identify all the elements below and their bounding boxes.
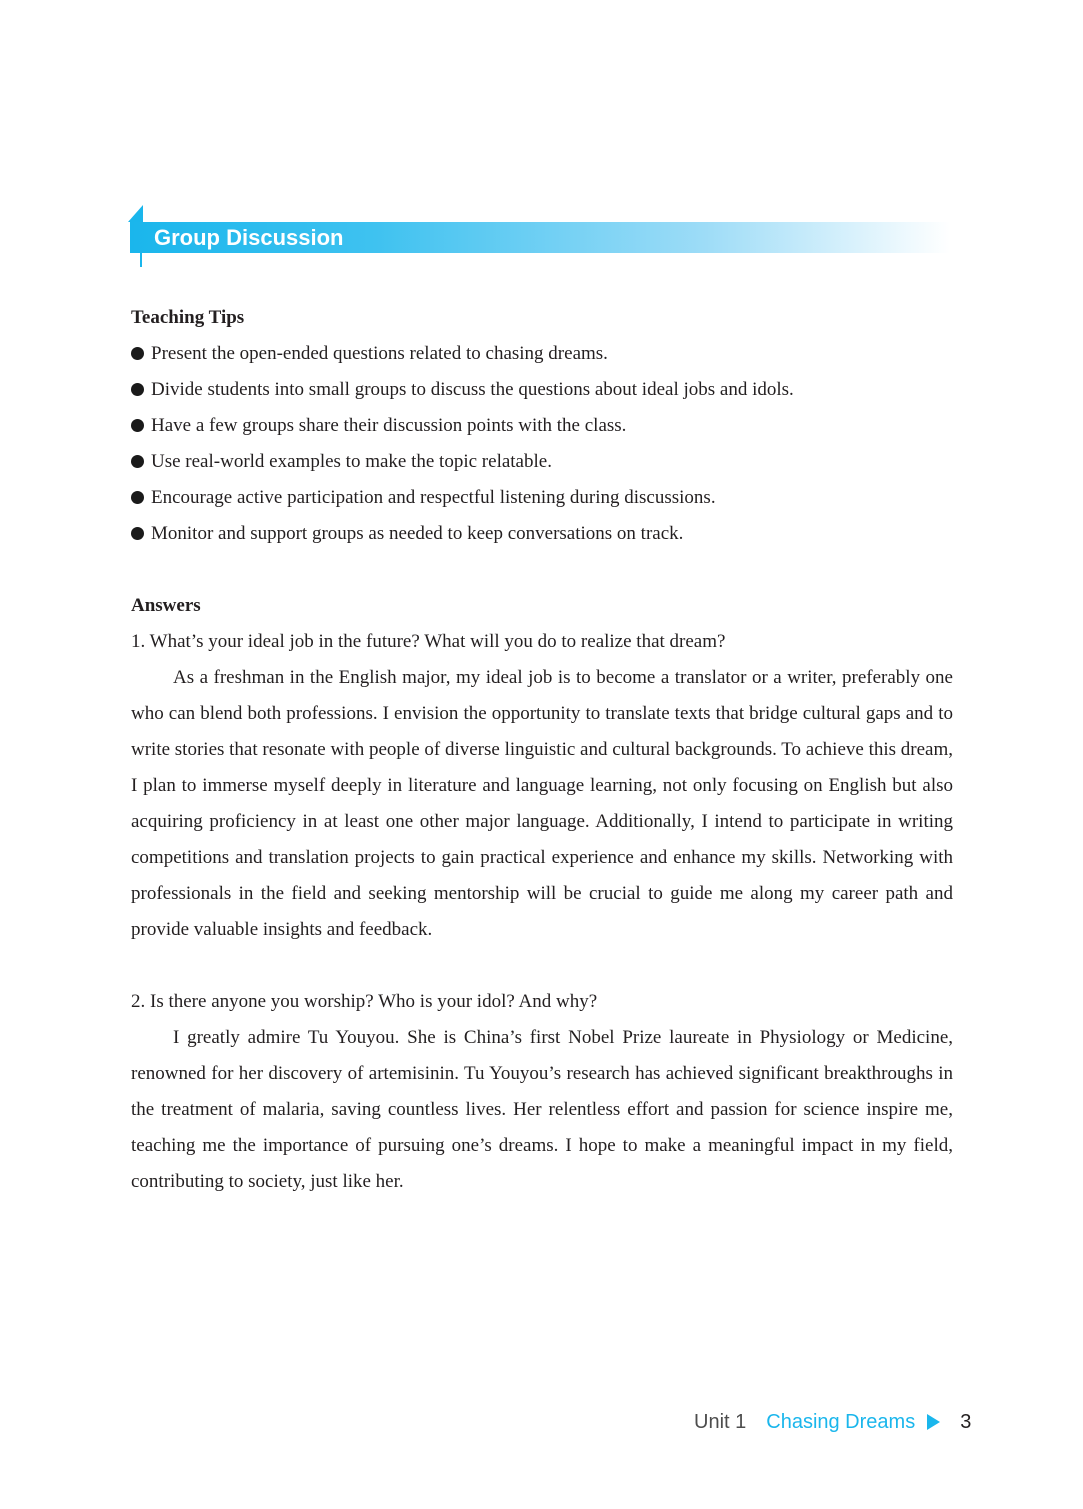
tip-text: Encourage active participation and respectful listening during discussions. xyxy=(151,487,716,508)
footer-unit: Unit 1 xyxy=(694,1411,747,1433)
bullet-icon xyxy=(131,455,144,468)
play-arrow-icon xyxy=(927,1414,940,1430)
list-item xyxy=(131,516,953,552)
page-number: 3 xyxy=(960,1411,972,1433)
answers-heading: Answers xyxy=(131,595,201,616)
section-title: Group Discussion xyxy=(154,225,344,250)
bullet-icon xyxy=(131,419,144,432)
bullet-icon xyxy=(131,527,144,540)
list-item xyxy=(131,372,953,408)
section-header xyxy=(128,205,958,269)
tip-text: Have a few groups share their discussion points with the class. xyxy=(151,415,627,436)
footer-unit-title: Chasing Dreams xyxy=(766,1411,916,1433)
list-item xyxy=(131,480,953,516)
spacer xyxy=(131,948,953,984)
teaching-tips-heading: Teaching Tips xyxy=(131,307,245,328)
teaching-tips-list xyxy=(131,336,953,552)
tip-text: Use real-world examples to make the topic relatable. xyxy=(151,451,552,472)
question-1: 1. What’s your ideal job in the future? What will you do to realize that dream? xyxy=(131,631,726,652)
bullet-icon xyxy=(131,491,144,504)
answer-1: As a freshman in the English major, my ideal job is to become a translator or a writer, preferably one who can blend both professions. I envision the opportunity to translate texts that bridge cultural gaps and to write stories that resonate with people of diverse linguistic and cultural backgrounds. To achieve this dream, I plan to immerse myself deeply in literature and language learning, not only focusing on English but also acquiring proficiency in at least one other major language. Additionally, I intend to participate in writing competitions and translation projects to gain practical experience and enhance my skills. Networking with professionals in the field and seeking mentorship will be crucial to guide me along my career path and provide valuable insights and feedback. xyxy=(131,667,953,940)
page-footer xyxy=(694,1406,994,1438)
bullet-icon xyxy=(131,383,144,396)
bullet-icon xyxy=(131,347,144,360)
tip-text: Divide students into small groups to discuss the questions about ideal jobs and idols. xyxy=(151,379,794,400)
list-item xyxy=(131,336,953,372)
list-item xyxy=(131,408,953,444)
header-corner-decoration xyxy=(128,205,143,222)
tip-text: Monitor and support groups as needed to keep conversations on track. xyxy=(151,523,684,544)
header-tick-decoration xyxy=(140,253,142,267)
page-content xyxy=(131,300,953,1200)
tip-text: Present the open-ended questions related to chasing dreams. xyxy=(151,343,608,364)
spacer xyxy=(131,552,953,588)
list-item xyxy=(131,444,953,480)
answer-2: I greatly admire Tu Youyou. She is China’s first Nobel Prize laureate in Physiology or Medicine, renowned for her discovery of artemisinin. Tu Youyou’s research has achieved significant breakthroughs in the treatment of malaria, saving countless lives. Her relentless effort and passion for science inspire me, teaching me the importance of pursuing one’s dreams. I hope to make a meaningful impact in my field, contributing to society, just like her. xyxy=(131,1027,953,1192)
question-2: 2. Is there anyone you worship? Who is your idol? And why? xyxy=(131,991,598,1012)
